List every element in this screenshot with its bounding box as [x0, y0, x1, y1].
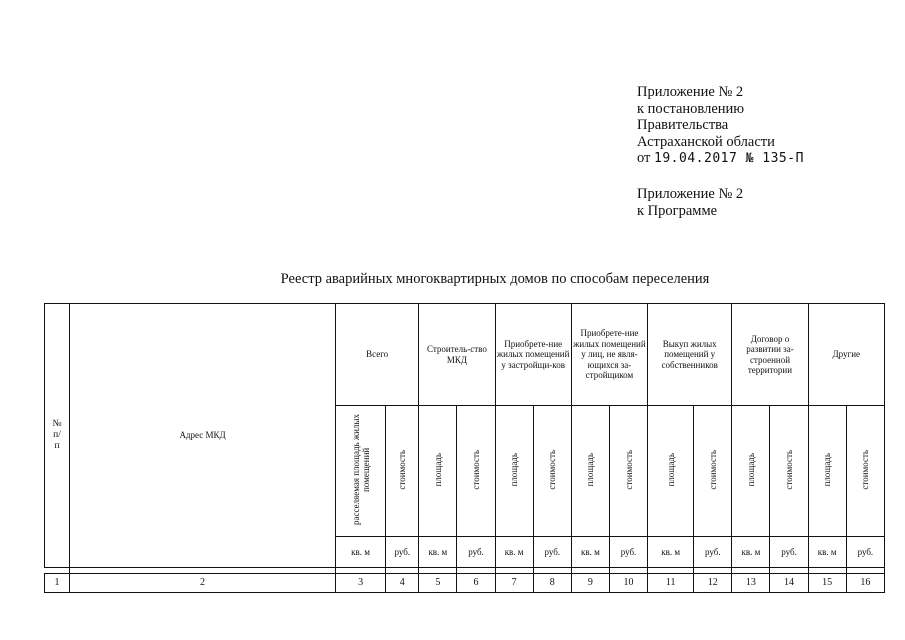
subheader-cell — [770, 406, 808, 537]
subheader-cell — [694, 406, 732, 537]
column-number: 6 — [457, 574, 495, 593]
unit-cell: кв. м — [419, 537, 457, 568]
subheader-label: стоимость — [470, 449, 481, 490]
date-prefix: от — [637, 150, 651, 166]
appendix-program-line2: к Программе — [637, 202, 718, 219]
column-number: 2 — [70, 574, 336, 593]
header-group-purchase-developers: Приобрете-ние жилых помещений у застройщи-ков — [495, 304, 571, 406]
subheader-label: расселяемая площадь жилых помещений — [350, 414, 371, 526]
subheader-cell — [533, 406, 571, 537]
table-title: Реестр аварийных многоквартирных домов по способам переселения — [280, 271, 710, 287]
column-number: 11 — [648, 574, 694, 593]
header-num — [45, 304, 70, 568]
column-number: 14 — [770, 574, 808, 593]
subheader-label: площадь — [585, 453, 596, 487]
column-number: 4 — [386, 574, 419, 593]
subheader-label: стоимость — [860, 449, 871, 490]
subheader-cell — [808, 406, 846, 537]
column-number: 15 — [808, 574, 846, 593]
subheader-cell — [386, 406, 419, 537]
subheader-cell — [609, 406, 647, 537]
subheader-label: стоимость — [547, 449, 558, 490]
column-number: 16 — [846, 574, 884, 593]
subheader-label: площадь — [432, 453, 443, 487]
header-group-total: Всего — [336, 304, 419, 406]
header-group-other: Другие — [808, 304, 884, 406]
unit-cell: руб. — [846, 537, 884, 568]
header-group-territory-contract: Договор о развитии за-строенной территории — [732, 304, 808, 406]
column-number-row — [45, 574, 885, 593]
subheader-label: стоимость — [397, 449, 408, 490]
appendix-resolution-block — [637, 84, 804, 168]
subheader-cell — [336, 406, 386, 537]
subheader-label: стоимость — [707, 449, 718, 490]
header-group-buyout: Выкуп жилых помещений у собственников — [648, 304, 732, 406]
date-stamp: 19.04.2017 № 135-П — [654, 151, 804, 166]
column-number: 7 — [495, 574, 533, 593]
column-number: 3 — [336, 574, 386, 593]
column-number: 12 — [694, 574, 732, 593]
subheader-cell — [648, 406, 694, 537]
column-number: 9 — [571, 574, 609, 593]
unit-cell: кв. м — [571, 537, 609, 568]
header-address-label: Адрес МКД — [179, 430, 226, 441]
subheader-label: площадь — [509, 453, 520, 487]
unit-cell: руб. — [533, 537, 571, 568]
subheader-label: площадь — [665, 453, 676, 487]
subheader-cell — [457, 406, 495, 537]
appendix-program-block — [637, 186, 743, 219]
appendix-resolution-line1: Приложение № 2 — [637, 84, 744, 100]
appendix-resolution-date — [637, 150, 804, 168]
unit-cell: кв. м — [732, 537, 770, 568]
subheader-label: площадь — [745, 453, 756, 487]
unit-cell: кв. м — [495, 537, 533, 568]
unit-cell: кв. м — [336, 537, 386, 568]
unit-cell: руб. — [609, 537, 647, 568]
header-group-construction: Строитель-ство МКД — [419, 304, 495, 406]
unit-cell: руб. — [457, 537, 495, 568]
subheader-cell — [495, 406, 533, 537]
header-group-purchase-non-developers: Приобрете-ние жилых помещений у лиц, не явля-ющихся за-стройщиком — [571, 304, 647, 406]
subheader-cell — [846, 406, 884, 537]
appendix-program-line1: Приложение № 2 — [637, 186, 744, 202]
appendix-resolution-line3: Правительства — [637, 117, 729, 133]
column-number: 1 — [45, 574, 70, 593]
unit-cell: кв. м — [648, 537, 694, 568]
header-row-groups — [45, 304, 885, 406]
unit-cell: руб. — [770, 537, 808, 568]
header-num-label: № п/ п — [52, 419, 62, 451]
subheader-cell — [571, 406, 609, 537]
subheader-cell — [732, 406, 770, 537]
column-number: 5 — [419, 574, 457, 593]
subheader-label: площадь — [822, 453, 833, 487]
column-number: 13 — [732, 574, 770, 593]
appendix-resolution-line2: к постановлению — [637, 100, 745, 117]
column-number: 8 — [533, 574, 571, 593]
unit-cell: руб. — [386, 537, 419, 568]
registry-table — [44, 303, 885, 593]
subheader-label: стоимость — [784, 449, 795, 490]
appendix-resolution-line4: Астраханской области — [637, 133, 775, 150]
subheader-cell — [419, 406, 457, 537]
header-address — [70, 304, 336, 568]
unit-cell: кв. м — [808, 537, 846, 568]
subheader-label: стоимость — [623, 449, 634, 490]
column-number: 10 — [609, 574, 647, 593]
unit-cell: руб. — [694, 537, 732, 568]
